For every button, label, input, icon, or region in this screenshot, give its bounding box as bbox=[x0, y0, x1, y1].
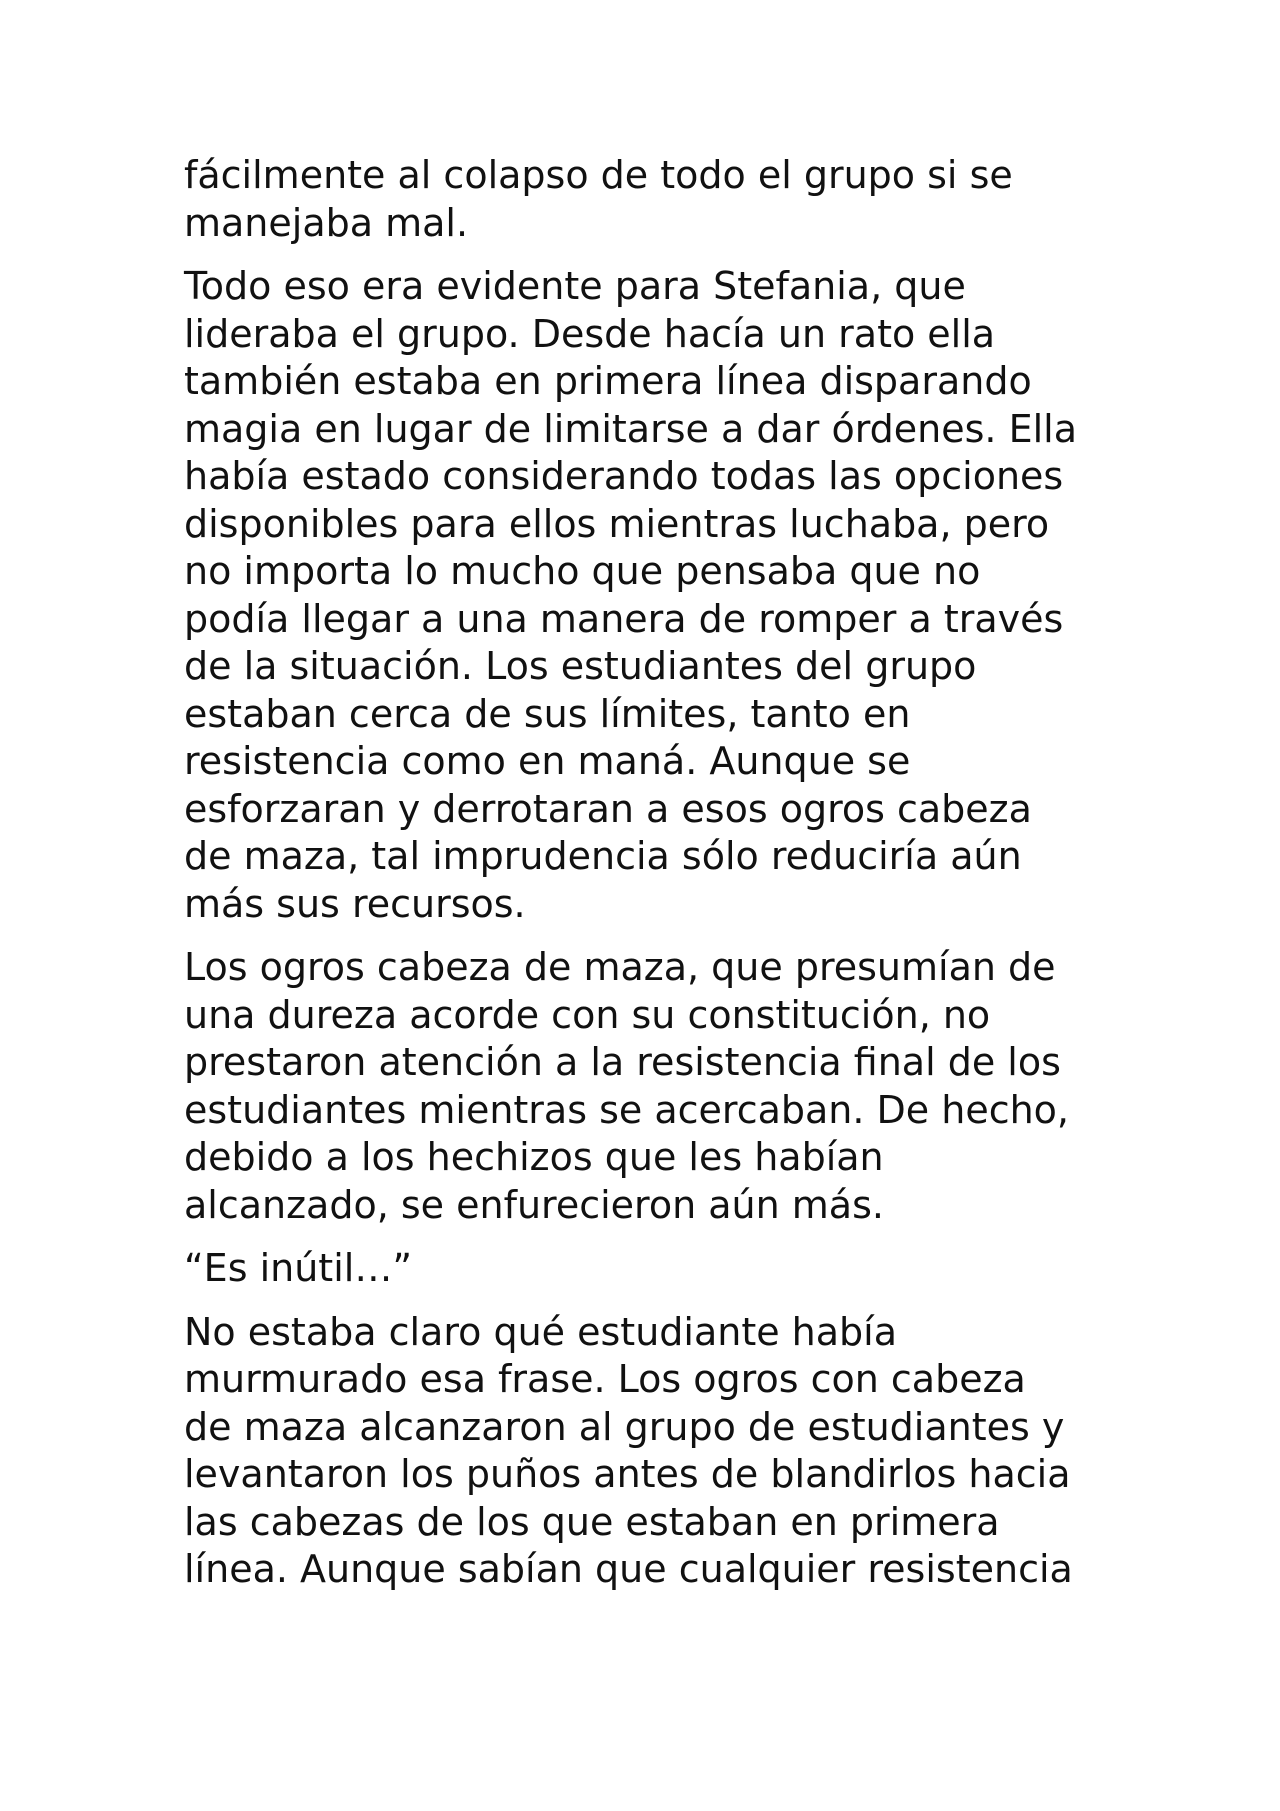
text-line: fácilmente al colapso de todo el grupo si se bbox=[184, 153, 1013, 197]
text-line: las cabezas de los que estaban en primera bbox=[184, 1499, 1000, 1544]
text-line: alcanzado, se enfurecieron aún más. bbox=[184, 1182, 884, 1227]
paragraph-1 bbox=[184, 152, 1124, 247]
text-line: Todo eso era evidente para Stefania, que bbox=[184, 264, 966, 308]
text-line: levantaron los puños antes de blandirlos hacia bbox=[184, 1452, 1071, 1496]
text-line: no importa lo mucho que pensaba que no bbox=[184, 549, 981, 593]
text-line: estaban cerca de sus límites, tanto en bbox=[184, 691, 911, 736]
text-line: más sus recursos. bbox=[184, 881, 526, 926]
text-line: disponibles para ellos mientras luchaba, pero bbox=[184, 501, 1050, 546]
text-line: Los ogros cabeza de maza, que presumían de bbox=[184, 945, 1056, 989]
text-line: esforzaran y derrotaran a esos ogros cabeza bbox=[184, 786, 1032, 831]
text-line: murmurado esa frase. Los ogros con cabeza bbox=[184, 1357, 1026, 1401]
text-line: manejaba mal. bbox=[184, 200, 469, 245]
text-line: magia en lugar de limitarse a dar órdenes. Ella bbox=[184, 406, 1077, 451]
text-line: podía llegar a una manera de romper a través bbox=[184, 596, 1064, 641]
text-line: estudiantes mientras se acercaban. De hecho, bbox=[184, 1087, 1070, 1132]
text-line: de maza, tal imprudencia sólo reduciría aún bbox=[184, 834, 1022, 878]
paragraph-3 bbox=[184, 944, 1124, 1229]
text-line: de la situación. Los estudiantes del grupo bbox=[184, 644, 977, 688]
text-line: resistencia como en maná. Aunque se bbox=[184, 739, 911, 783]
text-line: No estaba claro qué estudiante había bbox=[184, 1309, 898, 1354]
paragraph-5 bbox=[184, 1309, 1124, 1594]
text-line: “Es inútil…” bbox=[184, 1246, 412, 1290]
text-line: debido a los hechizos que les habían bbox=[184, 1135, 884, 1179]
paragraph-4-dialogue bbox=[184, 1245, 1124, 1293]
text-line: prestaron atención a la resistencia final de los bbox=[184, 1040, 1061, 1084]
text-line: también estaba en primera línea disparando bbox=[184, 359, 1032, 403]
paragraph-2 bbox=[184, 263, 1124, 928]
body-text bbox=[184, 152, 1124, 1594]
text-line: línea. Aunque sabían que cualquier resistencia bbox=[184, 1547, 1073, 1591]
text-line: una dureza acorde con su constitución, no bbox=[184, 992, 991, 1037]
text-line: había estado considerando todas las opciones bbox=[184, 454, 1064, 498]
text-line: de maza alcanzaron al grupo de estudiantes y bbox=[184, 1404, 1065, 1449]
text-line: lideraba el grupo. Desde hacía un rato ella bbox=[184, 311, 996, 356]
